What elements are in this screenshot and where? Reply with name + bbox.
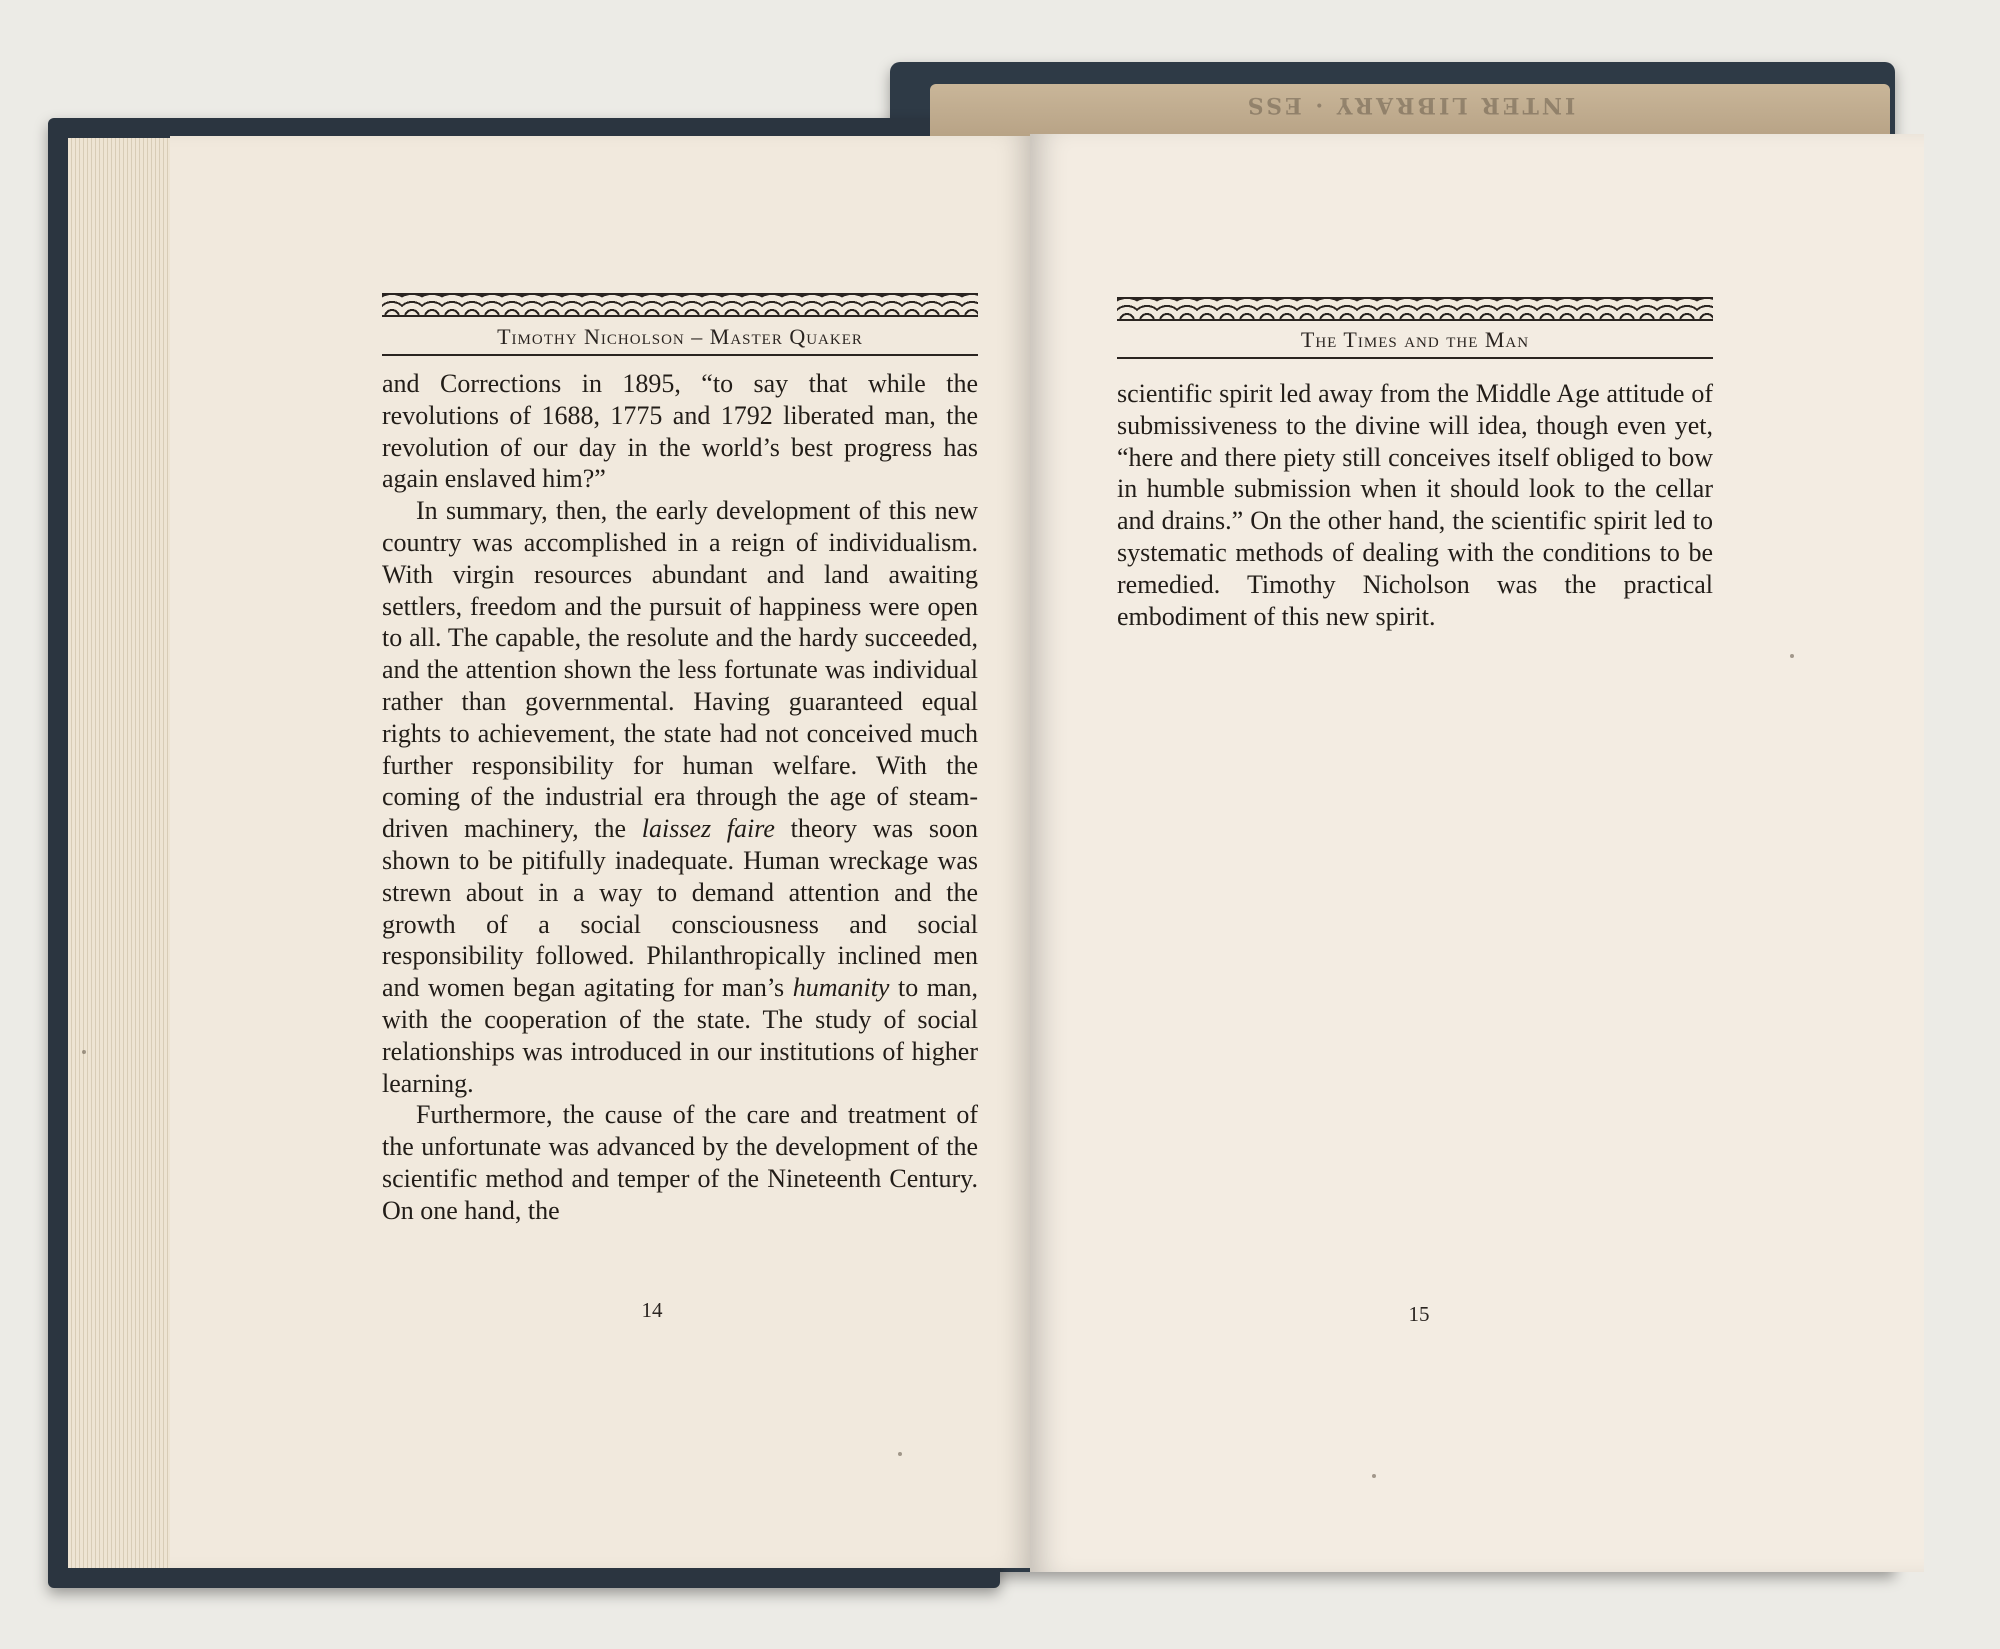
paragraph: Furthermore, the cause of the care and treatment of the unfortunate was advanced by the development of the scientific method and temper of the Nineteenth Century. On one hand, the [382,1100,978,1225]
emphasis: laissez faire [641,814,775,844]
page-top-edge [930,84,1890,136]
left-page-text [382,368,978,1227]
library-stamp: INTER LIBRARY · ESS [1244,92,1576,118]
ornament-band [1117,297,1713,321]
ornament-band [382,293,978,317]
speck [1790,654,1794,658]
paragraph: In summary, then, the early development of this new country was accomplished in a reign of individualism. With virgin resources abundant and land awaiting settlers, freedom and the pursuit of happiness were open to all. The capable, the resolute and the hardy succeeded, and the attention shown the less fortunate was individual rather than governmental. Having guaranteed equal rights to achievement, the state had not conceived much further responsibility for human welfare. With the coming of the industrial era through the age of steam-driven machinery, the laissez faire theory was soon shown to be pitifully inadequate. Human wreckage was strewn about in a way to demand attention and the growth of a social consciousness and social responsibility followed. Philanthropically inclined men and women began agitating for man’s humanity to man, with the cooperation of the state. The study of social relationships was introduced in our institutions of higher learning. [382,496,978,1098]
speck [82,1050,86,1054]
right-page-text [1117,378,1713,632]
speck [898,1452,902,1456]
page-number-right: 15 [1408,1302,1430,1326]
paragraph: and Corrections in 1895, “to say that while the revolutions of 1688, 1775 and 1792 liberated man, the revolution of our day in the world’s best progress has again enslaved him?” [382,369,978,494]
running-head-left: Timothy Nicholson – Master Quaker [382,324,978,356]
right-page [1030,134,1924,1572]
page-stack-edge [68,138,178,1568]
page-number-left: 14 [641,1298,663,1322]
left-page [170,136,1030,1568]
speck [1372,1474,1376,1478]
emphasis: humanity [792,973,890,1003]
paragraph: scientific spirit led away from the Middle Age attitude of submissiveness to the divine will idea, though even yet, “here and there piety still conceives itself obliged to bow in humble submission when it should look to the cellar and drains.” On the other hand, the scientific spirit led to systematic methods of dealing with the conditions to be remedied. Timothy Nicholson was the practical embodiment of this new spirit. [1117,379,1713,631]
running-head-right: The Times and the Man [1117,327,1713,359]
